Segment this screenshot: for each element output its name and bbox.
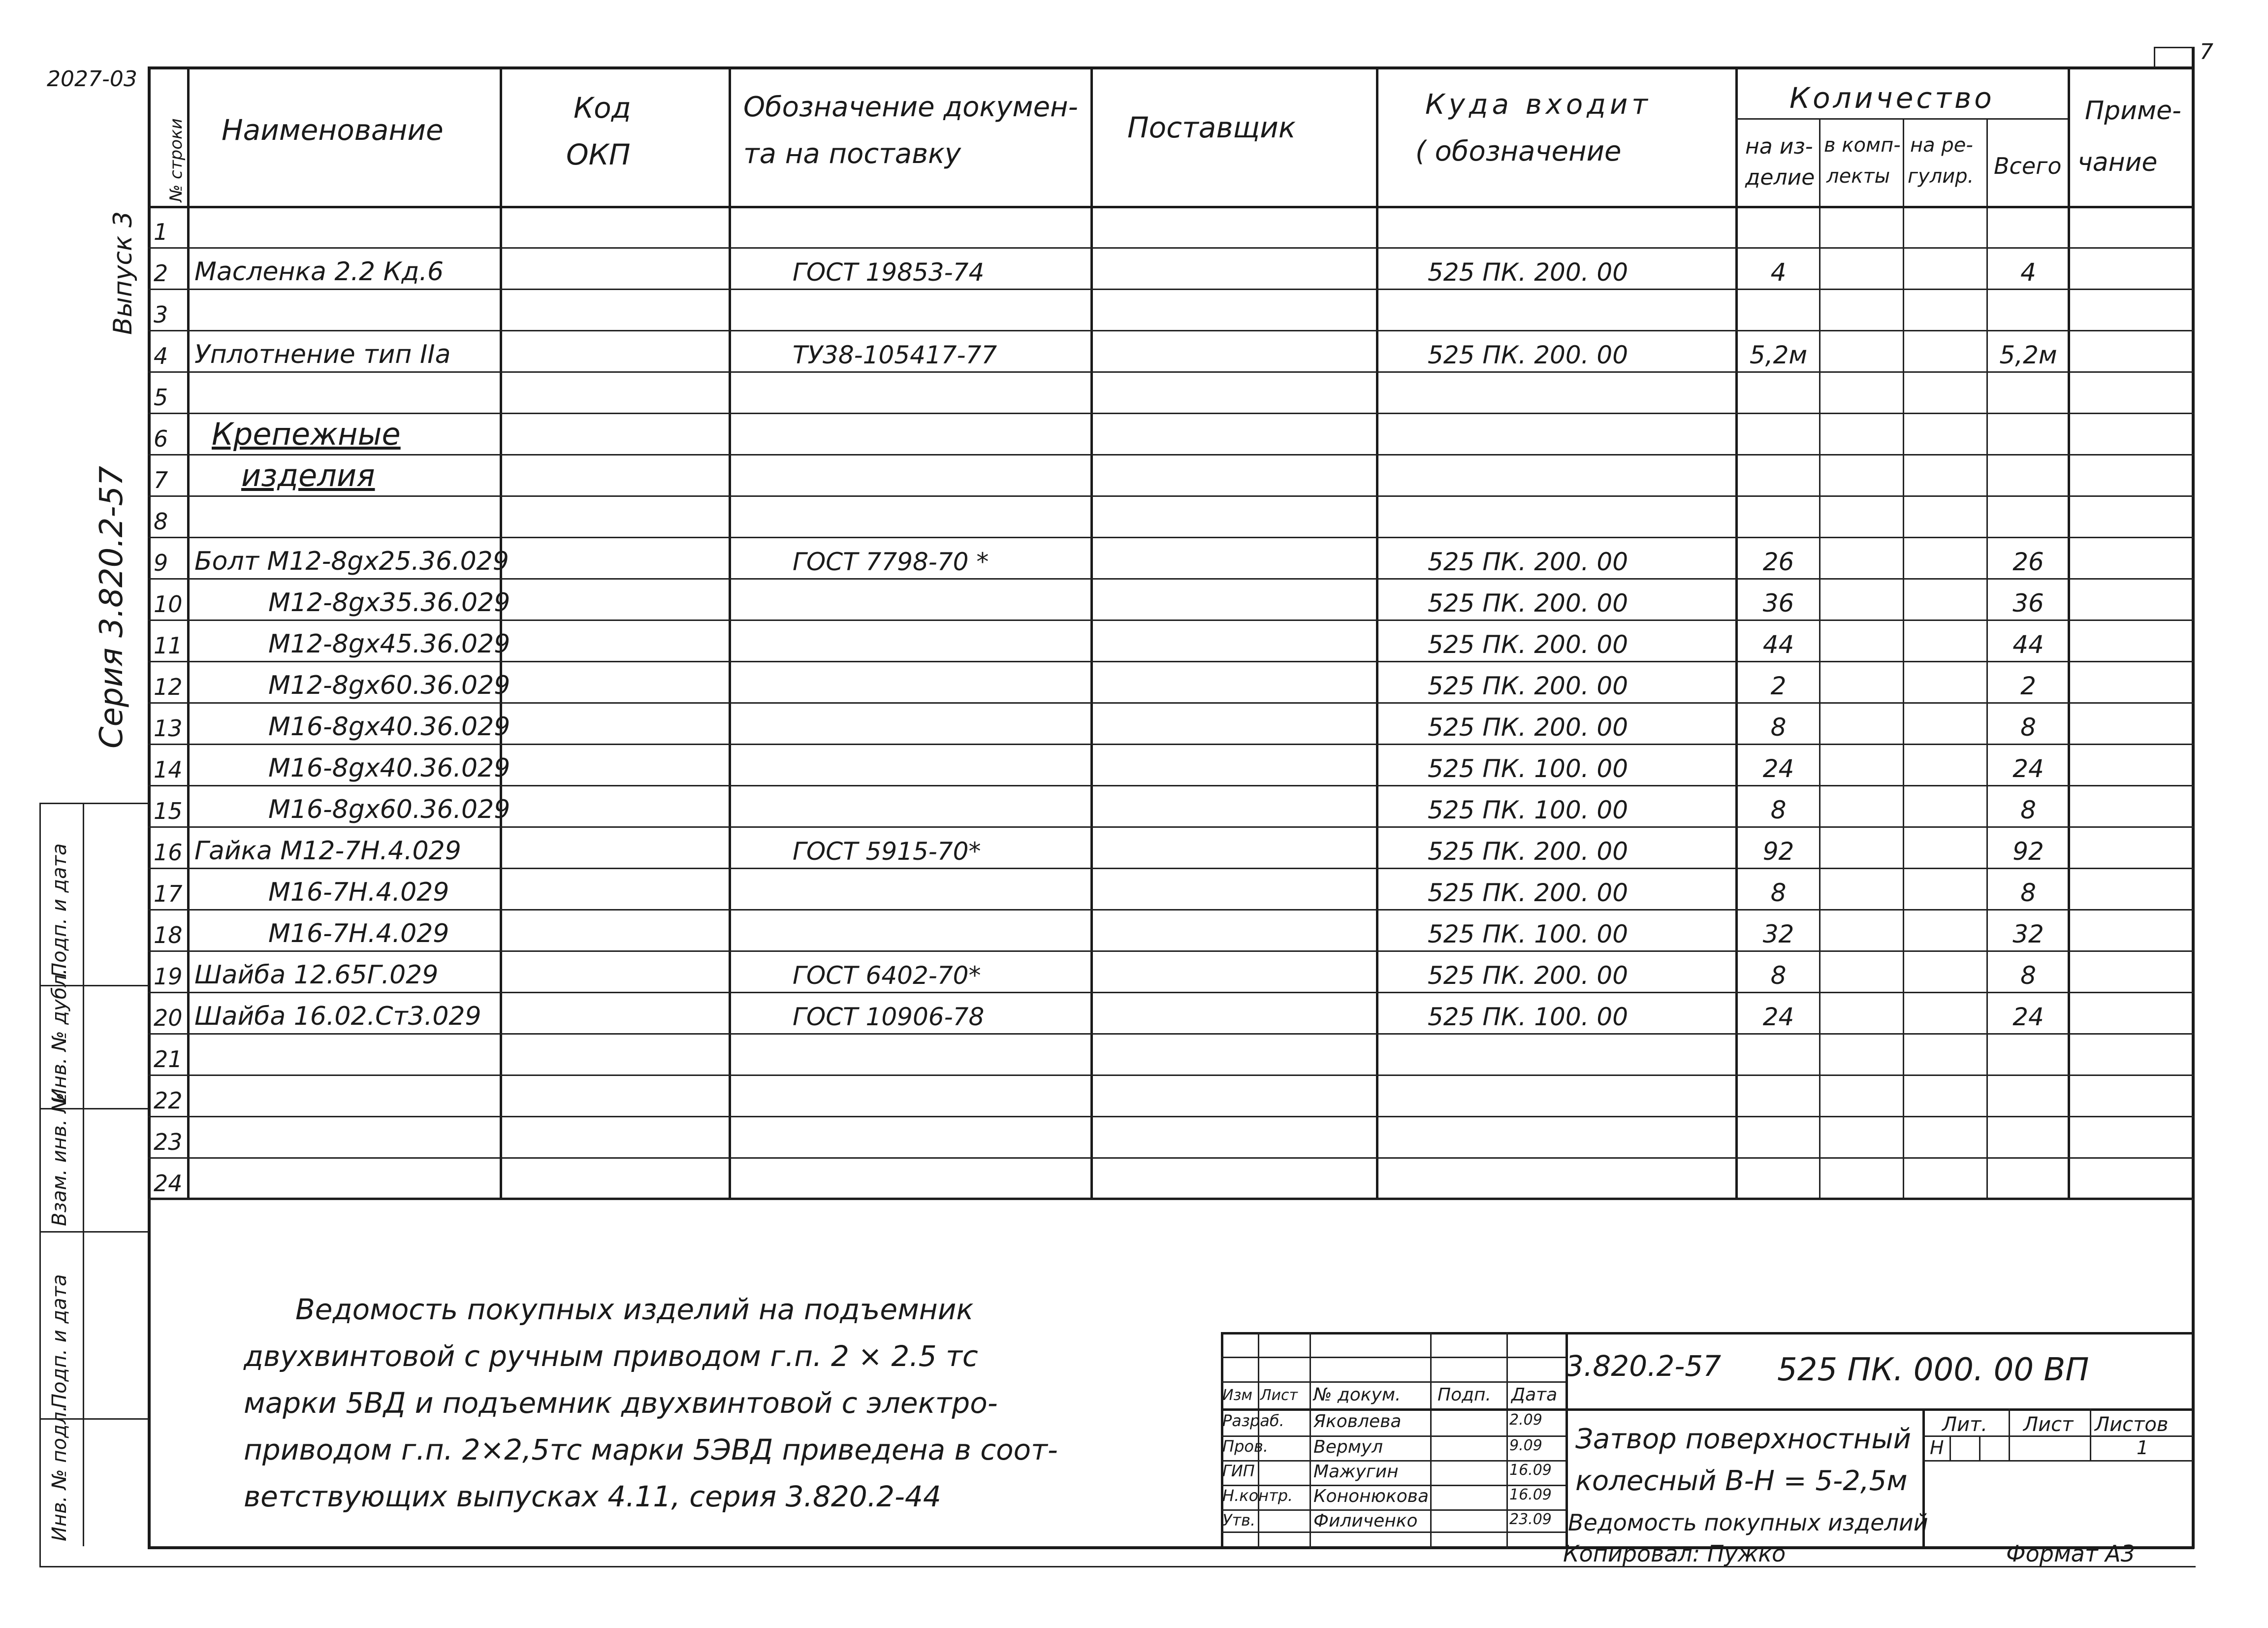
tb-list-label: Лист xyxy=(2023,1413,2074,1436)
header-qty: Количество xyxy=(1789,81,1995,115)
tb-person-name: Яковлева xyxy=(1313,1411,1402,1432)
cell-n: 21 xyxy=(154,1046,183,1073)
row-line xyxy=(148,1116,2194,1117)
row-line xyxy=(148,950,2194,952)
cell-n: 18 xyxy=(154,922,183,948)
header-okp-1: Код xyxy=(574,91,631,125)
frame-right xyxy=(2192,47,2195,1549)
cell-name: М16-7Н.4.029 xyxy=(268,919,449,948)
cell-total xyxy=(1989,374,2068,411)
margin-strip-line xyxy=(83,803,84,1546)
header-qty-reg-1: на ре- xyxy=(1910,134,1973,157)
cell-n: 22 xyxy=(154,1087,183,1114)
tb-person-name: Филиченко xyxy=(1313,1511,1418,1531)
cell-item: 2 xyxy=(1770,672,1787,700)
row-line xyxy=(148,826,2194,828)
note-line-2: марки 5ВД и подъемник двухвинтовой с электро- xyxy=(244,1386,998,1420)
tb-person-date: 16.09 xyxy=(1509,1486,1552,1503)
note-line-1: двухвинтовой с ручным приводом г.п. 2 × 2.5 тс xyxy=(244,1339,978,1373)
cell-name: М12-8gх60.36.029 xyxy=(268,671,511,700)
cell-where: 525 ПК. 200. 00 xyxy=(1428,258,1629,287)
row-line xyxy=(148,909,2194,911)
cell-n: 19 xyxy=(154,963,183,990)
tb-person-role: Утв. xyxy=(1222,1511,1256,1530)
row-line xyxy=(148,289,2194,290)
cell-name: Шайба 12.65Г.029 xyxy=(194,960,439,990)
stamp-label-3: Подп. и дата xyxy=(48,1274,71,1408)
tb-col-dokum: № докум. xyxy=(1313,1385,1401,1405)
tb-person-name: Кононюкова xyxy=(1313,1486,1429,1506)
cell-n: 23 xyxy=(154,1129,183,1155)
tb-person-name: Мажугин xyxy=(1313,1462,1399,1482)
row-line xyxy=(148,495,2194,497)
tb-person-date: 9.09 xyxy=(1509,1437,1542,1454)
note-line-4: ветствующих выпусках 4.11, серия 3.820.2-44 xyxy=(244,1480,941,1513)
seriya-label: Серия 3.820.2-57 xyxy=(94,466,130,749)
cell-total xyxy=(1989,1160,2068,1197)
cell-item: 24 xyxy=(1762,1003,1794,1031)
row-line xyxy=(148,371,2194,373)
row-line xyxy=(148,661,2194,662)
cell-n: 7 xyxy=(154,467,168,493)
row-line xyxy=(148,454,2194,456)
cell-where: 525 ПК. 200. 00 xyxy=(1428,713,1629,742)
tb-col-list: Лист xyxy=(1260,1387,1298,1404)
cell-where: 525 ПК. 200. 00 xyxy=(1428,961,1629,990)
header-doc-1: Обозначение докумен- xyxy=(743,91,1078,123)
tb-lit-value: Н xyxy=(1930,1437,1944,1459)
cell-item: 32 xyxy=(1762,920,1794,948)
cell-total: 24 xyxy=(2012,754,2044,783)
row-line xyxy=(148,702,2194,704)
cell-n: 15 xyxy=(154,798,183,824)
sheet-box-left xyxy=(2154,47,2155,67)
cell-item: 8 xyxy=(1770,713,1787,742)
header-qty-total: Всего xyxy=(1994,153,2062,179)
cell-name: М16-8gх60.36.029 xyxy=(268,795,511,824)
cell-n: 11 xyxy=(154,632,183,659)
cell-where: 525 ПК. 200. 00 xyxy=(1428,548,1629,576)
cell-where: 525 ПК. 200. 00 xyxy=(1428,672,1629,700)
cell-item: 36 xyxy=(1762,589,1794,618)
cell-n: 3 xyxy=(154,301,168,328)
tb-format: Формат А3 xyxy=(2006,1540,2135,1567)
cell-total: 8 xyxy=(2020,713,2036,742)
cell-total xyxy=(1989,1077,2068,1114)
cell-name: Болт М12-8gх25.36.029 xyxy=(194,547,509,576)
cell-item: 44 xyxy=(1762,630,1794,659)
header-qty-set-1: в комп- xyxy=(1824,134,1901,157)
cell-total: 36 xyxy=(2012,589,2044,618)
cell-where: 525 ПК. 200. 00 xyxy=(1428,341,1629,369)
outer-left-line xyxy=(39,803,41,1567)
cell-total: 5,2м xyxy=(1999,341,2057,369)
header-qty-reg-2: гулир. xyxy=(1908,165,1974,188)
row-line xyxy=(148,537,2194,538)
cell-n: 24 xyxy=(154,1170,183,1197)
cell-n: 17 xyxy=(154,880,183,907)
cell-name: М12-8gх45.36.029 xyxy=(268,629,511,659)
cell-item xyxy=(1738,292,1819,328)
cell-where: 525 ПК. 200. 00 xyxy=(1428,589,1629,618)
cell-name: Уплотнение тип IIа xyxy=(194,340,451,369)
cell-name: Крепежные xyxy=(212,416,401,452)
row-line xyxy=(148,619,2194,621)
tb-person-name: Вермул xyxy=(1313,1437,1383,1457)
cell-total xyxy=(1989,416,2068,452)
header-row-no: № строки xyxy=(166,118,186,202)
cell-n: 8 xyxy=(154,508,168,535)
cell-total xyxy=(1989,1036,2068,1073)
tb-listov-label: Листов xyxy=(2095,1413,2169,1436)
stamp-label-4: Инв. № подл. xyxy=(48,1405,71,1541)
cell-item: 4 xyxy=(1770,258,1787,287)
cell-where: 525 ПК. 200. 00 xyxy=(1428,837,1629,866)
row-line xyxy=(148,785,2194,786)
tb-person-role: Пров. xyxy=(1222,1437,1268,1456)
cell-where: 525 ПК. 100. 00 xyxy=(1428,1003,1629,1031)
cell-item xyxy=(1738,1036,1819,1073)
cell-name: Масленка 2.2 Кд.6 xyxy=(194,257,444,287)
cell-n: 4 xyxy=(154,343,168,369)
cell-item xyxy=(1738,1119,1819,1155)
cell-name: Гайка М12-7Н.4.029 xyxy=(194,836,461,866)
tb-copied: Копировал: Пужко xyxy=(1563,1540,1786,1567)
cell-item: 8 xyxy=(1770,879,1787,907)
cell-doc: ТУ38-105417-77 xyxy=(793,341,997,369)
tb-code: 525 ПК. 000. 00 ВП xyxy=(1777,1352,2089,1388)
cell-total xyxy=(1989,209,2068,245)
cell-n: 2 xyxy=(154,260,168,287)
sheet-box-top xyxy=(2154,47,2193,48)
header-qty-set-2: лекты xyxy=(1826,165,1890,188)
row-line xyxy=(148,992,2194,993)
cell-item xyxy=(1738,1077,1819,1114)
cell-total: 8 xyxy=(2020,879,2036,907)
row-line xyxy=(148,868,2194,869)
cell-name: М16-8gх40.36.029 xyxy=(268,712,511,742)
cell-item xyxy=(1738,1160,1819,1197)
row-line xyxy=(148,1199,2194,1200)
cell-where: 525 ПК. 100. 00 xyxy=(1428,796,1629,824)
tb-title-1: Затвор поверхностный xyxy=(1575,1423,1911,1455)
cell-total: 32 xyxy=(2012,920,2044,948)
header-where-1: Куда входит xyxy=(1425,89,1652,121)
cell-total: 8 xyxy=(2020,796,2036,824)
cell-name: Шайба 16.02.Ст3.029 xyxy=(194,1002,481,1031)
row-line xyxy=(148,1157,2194,1159)
cell-name: М16-8gх40.36.029 xyxy=(268,753,511,783)
cell-n: 6 xyxy=(154,425,168,452)
cell-total: 44 xyxy=(2012,630,2044,659)
cell-total xyxy=(1989,498,2068,535)
tb-lit-label: Лит. xyxy=(1942,1413,1988,1436)
header-name: Наименование xyxy=(222,113,444,147)
cell-n: 10 xyxy=(154,591,183,618)
frame-bottom xyxy=(148,1546,2194,1549)
header-note-2: чание xyxy=(2077,148,2158,177)
cell-item: 5,2м xyxy=(1749,341,1808,369)
cell-total: 4 xyxy=(2020,258,2036,287)
tb-listov-value: 1 xyxy=(2137,1437,2149,1459)
header-qty-item-2: делие xyxy=(1745,165,1815,190)
tb-col-podp: Подп. xyxy=(1437,1385,1491,1405)
tb-col-izm: Изм xyxy=(1222,1387,1253,1404)
tb-person-role: ГИП xyxy=(1222,1462,1255,1480)
tb-title-2: колесный В-Н = 5-2,5м xyxy=(1575,1465,1908,1497)
row-line xyxy=(148,578,2194,580)
note-line-0: Ведомость покупных изделий на подъемник xyxy=(295,1293,974,1326)
cell-total: 8 xyxy=(2020,961,2036,990)
cell-total xyxy=(1989,292,2068,328)
cell-total: 92 xyxy=(2012,837,2044,866)
stamp-label-0: Подп. и дата xyxy=(48,843,71,977)
header-okp-2: ОКП xyxy=(566,138,631,171)
tb-series: 3.820.2-57 xyxy=(1565,1349,1722,1383)
header-doc-2: та на поставку xyxy=(743,138,961,170)
header-qty-item-1: на из- xyxy=(1745,134,1813,159)
tb-person-date: 16.09 xyxy=(1509,1462,1552,1479)
vypusk-label: Выпуск 3 xyxy=(108,211,138,335)
cell-n: 5 xyxy=(154,384,168,411)
tb-col-data: Дата xyxy=(1511,1385,1558,1405)
doc-number: 2027-03 xyxy=(47,66,137,92)
row-line xyxy=(148,744,2194,745)
cell-item xyxy=(1738,457,1819,493)
tb-title-3: Ведомость покупных изделий xyxy=(1568,1509,1928,1536)
tb-person-date: 2.09 xyxy=(1509,1411,1542,1429)
cell-total xyxy=(1989,457,2068,493)
row-line xyxy=(148,1074,2194,1076)
cell-total: 24 xyxy=(2012,1003,2044,1031)
sheet-top-number: 7 xyxy=(2200,39,2213,65)
row-line xyxy=(148,330,2194,331)
cell-n: 9 xyxy=(154,550,168,576)
header-note-1: Приме- xyxy=(2085,96,2181,126)
cell-total: 26 xyxy=(2012,548,2044,576)
cell-item: 8 xyxy=(1770,961,1787,990)
cell-n: 12 xyxy=(154,674,183,700)
cell-item xyxy=(1738,416,1819,452)
cell-where: 525 ПК. 100. 00 xyxy=(1428,920,1629,948)
cell-name: М16-7Н.4.029 xyxy=(268,878,449,907)
header-where-2: ( обозначение xyxy=(1415,135,1622,167)
cell-item: 8 xyxy=(1770,796,1787,824)
cell-n: 20 xyxy=(154,1005,183,1031)
cell-total xyxy=(1989,1119,2068,1155)
row-line xyxy=(148,1033,2194,1035)
row-line xyxy=(148,413,2194,414)
note-line-3: приводом г.п. 2×2,5тс марки 5ЭВД приведена в соот- xyxy=(244,1433,1058,1466)
cell-doc: ГОСТ 6402-70* xyxy=(793,961,981,990)
cell-doc: ГОСТ 7798-70 * xyxy=(793,548,989,576)
cell-n: 14 xyxy=(154,756,183,783)
tb-person-role: Н.контр. xyxy=(1222,1486,1293,1505)
cell-item xyxy=(1738,374,1819,411)
cell-name: М12-8gх35.36.029 xyxy=(268,588,511,618)
header-supplier: Поставщик xyxy=(1127,111,1296,144)
cell-item: 26 xyxy=(1762,548,1794,576)
row-line xyxy=(148,247,2194,249)
stamp-label-1: Инв. № дубл. xyxy=(48,968,71,1103)
cell-total: 2 xyxy=(2020,672,2036,700)
cell-doc: ГОСТ 10906-78 xyxy=(793,1003,985,1031)
cell-n: 16 xyxy=(154,839,183,866)
cell-where: 525 ПК. 100. 00 xyxy=(1428,754,1629,783)
cell-doc: ГОСТ 19853-74 xyxy=(793,258,985,287)
cell-n: 13 xyxy=(154,715,183,742)
tb-person-role: Разраб. xyxy=(1222,1411,1284,1430)
cell-item xyxy=(1738,498,1819,535)
stamp-label-2: Взам. инв. № xyxy=(48,1092,71,1226)
cell-name: изделия xyxy=(241,457,375,493)
cell-n: 1 xyxy=(154,219,168,245)
frame-top xyxy=(148,66,2194,69)
cell-item: 92 xyxy=(1762,837,1794,866)
cell-where: 525 ПК. 200. 00 xyxy=(1428,879,1629,907)
cell-item: 24 xyxy=(1762,754,1794,783)
cell-where: 525 ПК. 200. 00 xyxy=(1428,630,1629,659)
cell-doc: ГОСТ 5915-70* xyxy=(793,837,981,866)
cell-item xyxy=(1738,209,1819,245)
tb-person-date: 23.09 xyxy=(1509,1511,1552,1528)
outer-bottom-line xyxy=(39,1566,2196,1567)
